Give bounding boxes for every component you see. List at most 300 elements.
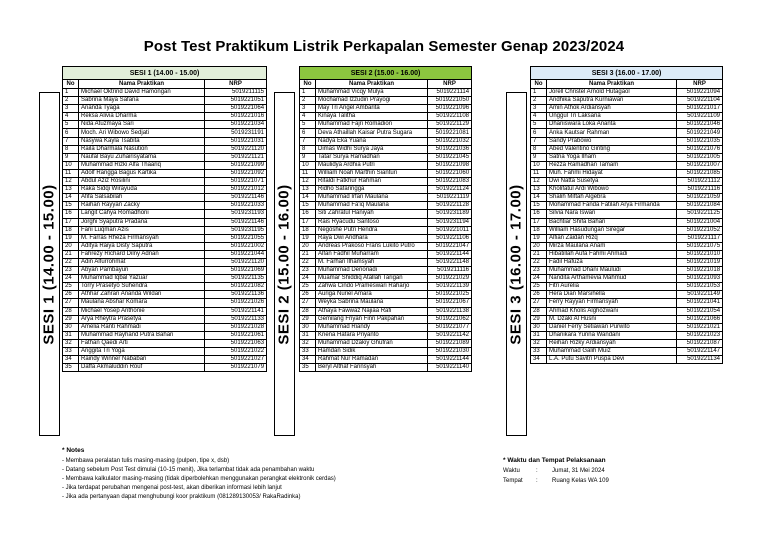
student-name: Raila Dharmala Nasution (79, 145, 205, 153)
student-nrp: 5019221094 (677, 89, 723, 97)
student-nrp: 5019221060 (428, 169, 472, 177)
student-nrp: 5019231193 (205, 210, 267, 218)
student-nrp: 5019221004 (677, 218, 723, 226)
row-number: 22 (531, 258, 547, 266)
table-row (63, 315, 267, 323)
student-name: Mochamad Izzudin Prayogi (316, 97, 428, 105)
table-row (63, 307, 267, 315)
row-number: 24 (531, 275, 547, 283)
session-2-vertical-label: SESI 2 (15.00 - 16.00) (274, 92, 295, 436)
row-number: 16 (531, 210, 547, 218)
student-name: Athaya Fawwaz Najiaa Rafi (316, 307, 428, 315)
student-name: Raka Sidqi Wirayuda (79, 186, 205, 194)
table-row (531, 169, 723, 177)
table-row (300, 226, 472, 234)
session-1-vertical-label: SESI 1 (14.00 - 15.00) (39, 92, 60, 436)
table-row (300, 307, 472, 315)
student-nrp: 5019221061 (205, 331, 267, 339)
student-name: Kriena Hafara Priyanto (316, 331, 428, 339)
table-row (300, 145, 472, 153)
student-nrp: 5019221010 (677, 250, 723, 258)
table-row (63, 356, 267, 364)
table-row (63, 210, 267, 218)
session-2-table (299, 66, 472, 372)
student-nrp: 5019221019 (677, 258, 723, 266)
student-nrp: 5019221144 (428, 250, 472, 258)
student-name: Adin Alfurrohmat (79, 258, 205, 266)
student-nrp: 5019221023 (677, 331, 723, 339)
row-number: 31 (531, 331, 547, 339)
row-number: 29 (300, 315, 316, 323)
row-number: 23 (300, 267, 316, 275)
student-nrp: 5019221089 (428, 339, 472, 347)
row-number: 30 (63, 323, 79, 331)
row-number: 19 (63, 234, 79, 242)
row-number: 30 (531, 323, 547, 331)
table-row (531, 291, 723, 299)
table-row (300, 283, 472, 291)
student-nrp: 5019221047 (428, 242, 472, 250)
row-number: 20 (300, 242, 316, 250)
student-nrp: 5019221117 (677, 234, 723, 242)
student-name: William Noah Marthin Sianturi (316, 169, 428, 177)
row-number: 29 (63, 315, 79, 323)
row-number: 14 (300, 194, 316, 202)
student-name: Mohammad Fanda Fatilah Arya Firmanda (547, 202, 677, 210)
student-nrp: 5019221138 (428, 307, 472, 315)
row-number: 12 (531, 178, 547, 186)
student-nrp: 5019221133 (205, 315, 267, 323)
student-nrp: 5019221025 (428, 291, 472, 299)
table-row (300, 315, 472, 323)
student-nrp: 5019221098 (428, 161, 472, 169)
table-row (300, 291, 472, 299)
student-name: Muhammad Iqbal Yazuar (79, 275, 205, 283)
student-nrp: 5019221147 (677, 348, 723, 356)
row-number: 9 (531, 153, 547, 161)
student-nrp: 5019221050 (428, 97, 472, 105)
table-row (63, 113, 267, 121)
row-number: 2 (300, 97, 316, 105)
student-nrp: 5019221144 (428, 356, 472, 364)
student-nrp: 5019221011 (428, 226, 472, 234)
table-row (63, 178, 267, 186)
student-nrp: 5019221084 (677, 202, 723, 210)
student-nrp: 5019221032 (428, 137, 472, 145)
table-row (63, 161, 267, 169)
table-row (300, 113, 472, 121)
student-nrp: 5019221140 (428, 364, 472, 372)
table-row (63, 169, 267, 177)
student-name: Andreas Prakoso Frans Lukito Putro (316, 242, 428, 250)
student-name: Fani Luqman Azis (79, 226, 205, 234)
student-nrp: 5019221052 (677, 226, 723, 234)
student-nrp: 5019221063 (205, 339, 267, 347)
student-name: Muhammad Rayhand Putra Bahari (79, 331, 205, 339)
student-nrp: 5019221134 (677, 356, 723, 364)
student-name: Raindy Winner Nababan (79, 356, 205, 364)
row-number: 18 (531, 226, 547, 234)
row-number: 4 (63, 113, 79, 121)
student-nrp: 5019221021 (677, 323, 723, 331)
student-name: M. Farhan Ilhamsyah (316, 258, 428, 266)
student-nrp: 5019221104 (677, 97, 723, 105)
student-nrp: 5019221053 (677, 283, 723, 291)
student-nrp: 5019221075 (677, 242, 723, 250)
table-row (63, 267, 267, 275)
row-number: 10 (531, 161, 547, 169)
table-row (531, 186, 723, 194)
row-number: 28 (531, 307, 547, 315)
table-row (63, 291, 267, 299)
table-row (300, 299, 472, 307)
student-nrp: 5019221083 (428, 178, 472, 186)
student-nrp: 5019221055 (205, 234, 267, 242)
table-row (531, 267, 723, 275)
student-name: Moch. Ari Wibowo Sedjati (79, 129, 205, 137)
student-name: Rifaldi Fatkhur Rahman (316, 178, 428, 186)
row-number: 1 (300, 89, 316, 97)
note-item: - Datang sebelum Post Test dimulai (10-15 menit), Jika terlambat tidak ada penambahan waktu (62, 467, 315, 473)
student-name: Jorell Christel Arnold Hutagaol (547, 89, 677, 97)
student-nrp: 5019221067 (428, 299, 472, 307)
table-row (63, 97, 267, 105)
row-number: 6 (531, 129, 547, 137)
row-number: 13 (531, 186, 547, 194)
table-row (63, 242, 267, 250)
student-name: Abed Valentino Ginting (547, 145, 677, 153)
row-number: 30 (300, 323, 316, 331)
student-nrp: 5019221149 (677, 291, 723, 299)
student-name: Kinaya Talitha (316, 113, 428, 121)
student-name: Nandita Arthamevia Mahmud (547, 275, 677, 283)
row-number: 19 (531, 234, 547, 242)
table-row (63, 283, 267, 291)
row-number: 32 (531, 339, 547, 347)
schedule-label: Tempat (503, 478, 523, 484)
student-nrp: 5019221114 (428, 89, 472, 97)
row-number: 6 (300, 129, 316, 137)
student-name: Ahmad Kholis Alghozwani (547, 307, 677, 315)
student-nrp: 5019231195 (205, 226, 267, 234)
student-name: Abyan Pambayun (79, 267, 205, 275)
student-name: William Hasudungan Siregar (547, 226, 677, 234)
table-row (300, 356, 472, 364)
table-row (300, 97, 472, 105)
table-row (531, 121, 723, 129)
row-number: 5 (300, 121, 316, 129)
student-name: Amin Athok Ardiansyah (547, 105, 677, 113)
student-nrp: 5019221012 (205, 186, 267, 194)
student-nrp: 5019221033 (205, 202, 267, 210)
column-header-name: Nama Praktikan (547, 80, 677, 89)
student-nrp: 5019211115 (205, 89, 267, 97)
row-number: 35 (63, 364, 79, 372)
table-row (300, 234, 472, 242)
schedule-heading: * Waktu dan Tempat Pelaksanaan (503, 457, 606, 464)
row-number: 17 (531, 218, 547, 226)
row-number: 2 (531, 97, 547, 105)
student-nrp: 5019221146 (205, 194, 267, 202)
student-name: Muhammad Dzakiy Ghufran (316, 339, 428, 347)
student-name: Muhammad Vicqy Mulya (316, 89, 428, 97)
student-nrp: 5019221059 (677, 194, 723, 202)
row-number: 28 (63, 307, 79, 315)
row-number: 17 (63, 218, 79, 226)
row-number: 25 (300, 283, 316, 291)
table-row (531, 315, 723, 323)
student-nrp: 5019221087 (677, 339, 723, 347)
note-item: - Jika terdapat perubahan mengenai post-test, akan diberikan informasi lebih lanjut (62, 485, 282, 491)
student-nrp: 5019221135 (205, 275, 267, 283)
row-number: 35 (300, 364, 316, 372)
student-nrp: 5019221142 (428, 331, 472, 339)
student-nrp: 5019221041 (677, 299, 723, 307)
student-name: Andhika Saputra Kurniawan (547, 97, 677, 105)
student-nrp: 5019221077 (428, 323, 472, 331)
student-name: Nida Atuzmaya Sari (79, 121, 205, 129)
column-header-no: No (63, 80, 79, 89)
student-nrp: 5019221044 (205, 250, 267, 258)
row-number: 20 (63, 242, 79, 250)
row-number: 33 (300, 348, 316, 356)
student-name: Alfan Fadhil Muharram (316, 250, 428, 258)
table-row (63, 121, 267, 129)
table-row (531, 307, 723, 315)
student-nrp: 5019221136 (205, 291, 267, 299)
student-nrp: 5019221016 (205, 113, 267, 121)
student-name: Satria Yoga Ilham (547, 153, 677, 161)
session-1-header: SESI 1 (14.00 - 15.00) (63, 67, 267, 80)
student-nrp: 5019221064 (205, 105, 267, 113)
student-name: Zahwa Cindo Prameswari Raharjo (316, 283, 428, 291)
student-nrp: 5019221076 (677, 145, 723, 153)
student-nrp: 5019221108 (428, 113, 472, 121)
notes-section (62, 446, 336, 502)
student-nrp: 5019221120 (205, 145, 267, 153)
row-number: 15 (531, 202, 547, 210)
schedule-time-row (503, 466, 609, 476)
student-nrp: 5019221066 (677, 315, 723, 323)
table-row (63, 258, 267, 266)
column-header-no: No (531, 80, 547, 89)
row-number: 10 (300, 161, 316, 169)
student-name: L.A. Putu Savitri Puspa Devi (547, 356, 677, 364)
student-name: Muhammad Rizki Alfa Thaariq (79, 161, 205, 169)
table-row (531, 210, 723, 218)
student-name: Tatar Surya Ramadhan (316, 153, 428, 161)
row-number: 33 (63, 348, 79, 356)
row-number: 34 (63, 356, 79, 364)
student-nrp: 5019221128 (428, 202, 472, 210)
table-row (531, 226, 723, 234)
row-number: 1 (531, 89, 547, 97)
student-name: Sandy Prabowo (547, 137, 677, 145)
row-number: 11 (531, 169, 547, 177)
table-row (300, 121, 472, 129)
student-name: Nadya Eka Yuana (316, 137, 428, 145)
student-nrp: 5019221062 (428, 315, 472, 323)
row-number: 28 (300, 307, 316, 315)
page-title: Post Test Praktikum Listrik Perkapalan Semester Genap 2023/2024 (143, 38, 625, 55)
row-number: 21 (531, 250, 547, 258)
student-name: Dhaniswara Loka Ananta (547, 121, 677, 129)
row-number: 4 (300, 113, 316, 121)
table-row (531, 97, 723, 105)
student-name: Langit Cahya Romadhoni (79, 210, 205, 218)
student-name: Unggul Tri Laksana (547, 113, 677, 121)
student-nrp: 5019221121 (205, 153, 267, 161)
student-nrp: 5019221071 (205, 178, 267, 186)
table-row (531, 105, 723, 113)
table-row (531, 356, 723, 364)
table-row (63, 364, 267, 372)
student-nrp: 5019221106 (428, 234, 472, 242)
row-number: 19 (300, 234, 316, 242)
student-name: Muhammad Dhani Mauludi (547, 267, 677, 275)
student-nrp: 5019211116 (428, 267, 472, 275)
student-name: Dimas Widhi Surya Jaya (316, 145, 428, 153)
student-name: Arya Rheytra Prasetya (79, 315, 205, 323)
row-number: 27 (300, 299, 316, 307)
table-row (63, 339, 267, 347)
row-number: 24 (63, 275, 79, 283)
student-name: Amelia Ranti Rahmadi (79, 323, 205, 331)
table-row (300, 250, 472, 258)
student-name: Ferry Rayyan Firmansyah (547, 299, 677, 307)
table-row (63, 218, 267, 226)
table-row (300, 339, 472, 347)
table-row (300, 129, 472, 137)
table-row (531, 178, 723, 186)
table-row (63, 153, 267, 161)
table-row (63, 145, 267, 153)
row-number: 6 (63, 129, 79, 137)
column-header-name: Nama Praktikan (79, 80, 205, 89)
table-row (531, 194, 723, 202)
student-name: Adolf Rangga Bagus Kartika (79, 169, 205, 177)
schedule-place-row (503, 476, 609, 486)
student-name: Muh. Fahmi Hidayat (547, 169, 677, 177)
row-number: 29 (531, 315, 547, 323)
row-number: 8 (531, 145, 547, 153)
notes-heading: * Notes (62, 447, 85, 454)
student-name: Shalih Miftah Algebra (547, 194, 677, 202)
table-row (300, 267, 472, 275)
row-number: 15 (63, 202, 79, 210)
table-row (63, 137, 267, 145)
session-3-vertical-label: SESI 3 (16.00 - 17.00) (506, 92, 527, 436)
student-name: Jorghi Syaputra Pradana (79, 218, 205, 226)
row-number: 18 (63, 226, 79, 234)
student-name: Silvia Nara Iswari (547, 210, 677, 218)
row-number: 24 (300, 275, 316, 283)
session-2-header: SESI 2 (15.00 - 16.00) (300, 67, 472, 80)
row-number: 8 (63, 145, 79, 153)
row-number: 8 (300, 145, 316, 153)
row-number: 31 (300, 331, 316, 339)
table-row (63, 202, 267, 210)
table-row (531, 145, 723, 153)
row-number: 13 (63, 186, 79, 194)
row-number: 11 (63, 169, 79, 177)
student-name: Muhammad Riandy (316, 323, 428, 331)
row-number: 3 (300, 105, 316, 113)
student-name: Hamdan Sidik (316, 348, 428, 356)
student-nrp: 5019221029 (428, 275, 472, 283)
table-row (63, 226, 267, 234)
table-row (531, 161, 723, 169)
student-name: Gemilang Friyan Finn Pakpahan (316, 315, 428, 323)
row-number: 3 (63, 105, 79, 113)
student-name: Daniel Ferry Setiawan Purwito (547, 323, 677, 331)
table-row (300, 348, 472, 356)
student-name: Nasywa Kayla Tsabita (79, 137, 205, 145)
row-number: 26 (531, 291, 547, 299)
student-nrp: 5019221031 (205, 137, 267, 145)
row-number: 3 (531, 105, 547, 113)
table-row (300, 202, 472, 210)
table-row (300, 258, 472, 266)
student-name: Deva Athaillah Kaisar Putra Sugara (316, 129, 428, 137)
table-row (531, 89, 723, 97)
student-name: Michael Yosep Anthonie (79, 307, 205, 315)
student-name: Torry Prasetyo Suhendra (79, 283, 205, 291)
student-nrp: 5019221005 (677, 153, 723, 161)
table-row (531, 323, 723, 331)
note-item: - Jika ada pertanyaan dapat menghubungi koor praktikum (081289130053/ RakaRadinka) (62, 494, 301, 500)
row-number: 23 (63, 267, 79, 275)
row-number: 15 (300, 202, 316, 210)
row-number: 32 (300, 339, 316, 347)
table-row (531, 275, 723, 283)
student-nrp: 5019221030 (428, 348, 472, 356)
table-row (63, 323, 267, 331)
student-nrp: 5019221049 (677, 129, 723, 137)
row-number: 1 (63, 89, 79, 97)
student-nrp: 5019221079 (205, 364, 267, 372)
student-nrp: 5019231191 (205, 129, 267, 137)
table-row (63, 186, 267, 194)
student-nrp: 5019221085 (677, 169, 723, 177)
student-name: Raya Dwi Andhara (316, 234, 428, 242)
student-name: May Tri Angel Ambarita (316, 105, 428, 113)
row-number: 31 (63, 331, 79, 339)
row-number: 18 (300, 226, 316, 234)
table-row (63, 275, 267, 283)
table-row (63, 250, 267, 258)
row-number: 5 (63, 121, 79, 129)
student-name: M. Farras Rheza Firmansyah (79, 234, 205, 242)
student-nrp: 5019221022 (205, 348, 267, 356)
student-name: Fitri Aurelia (547, 283, 677, 291)
student-name: Reksa Alivia Dharma (79, 113, 205, 121)
student-name: Muhammad Irfan Maulana (316, 194, 428, 202)
row-number: 9 (63, 153, 79, 161)
table-row (63, 331, 267, 339)
student-nrp: 5019221141 (205, 307, 267, 315)
column-header-no: No (300, 80, 316, 89)
table-row (63, 194, 267, 202)
student-nrp: 5019231194 (428, 218, 472, 226)
column-header-name: Nama Praktikan (316, 80, 428, 89)
row-number: 16 (300, 210, 316, 218)
row-number: 12 (63, 178, 79, 186)
student-nrp: 5019221109 (677, 113, 723, 121)
student-name: Reihan Rizky Ardiansyah (547, 339, 677, 347)
student-name: Athhar Zahran Ananda Wildan (79, 291, 205, 299)
student-name: Rais Ryacudu Santoso (316, 218, 428, 226)
